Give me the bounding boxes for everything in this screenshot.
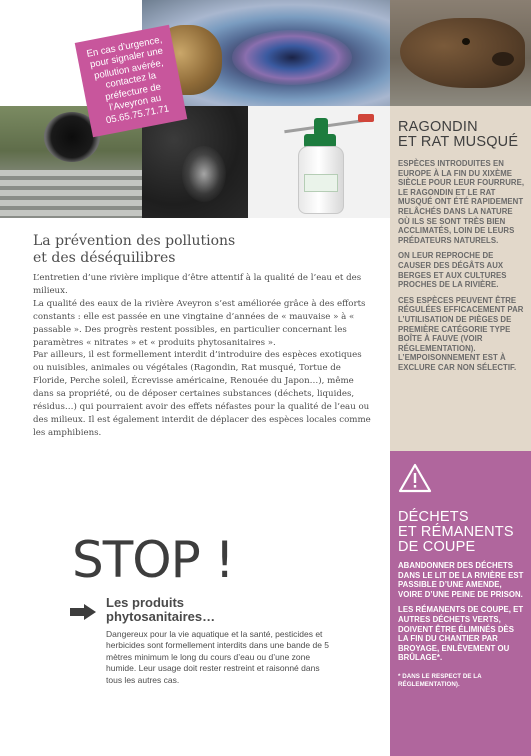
phyto-title-line2: phytosanitaires…	[106, 609, 216, 624]
stop-heading: STOP !	[72, 531, 234, 589]
sidebar-dechets	[390, 451, 531, 756]
ragondin-title	[398, 120, 528, 150]
dechets-title-line1: DÉCHETS	[398, 509, 469, 525]
arrow-right-icon	[70, 604, 96, 620]
nutria-nose	[492, 52, 514, 66]
main-paragraph-1: L’entretien d’une rivière implique d’être attentif à la qualité de l’eau et des milieux.	[33, 273, 362, 296]
dechets-paragraph-2: LES RÉMANENTS DE COUPE, ET AUTRES DÉCHETS VERTS, DOIVENT ÊTRE ÉLIMINÉS DÈS LA FIN DU CHANTIER PAR BROYAGE, ENLÈVEMENT OU BRÛLAGE*.	[398, 605, 524, 663]
phyto-title-line1: Les produits	[106, 595, 185, 610]
sidebar-ragondin	[390, 106, 531, 451]
ragondin-paragraph-2: ON LEUR REPROCHE DE CAUSER DES DÉGÂTS AUX BERGES ET AUX CULTURES PROCHES DE LA RIVIÈRE.	[398, 251, 507, 290]
concrete-steps	[0, 170, 142, 218]
sprayer-label	[304, 174, 338, 192]
dechets-title-line2: ET RÉMANENTS	[398, 524, 514, 540]
phyto-text: Dangereux pour la vie aquatique et la santé, pesticides et herbicides sont formellement interdits dans une bande de 5 mètres minimum le long du cours d’eau ou d’une zone humide. Leur usage doit rester restreint et raisonné dans tous les autres cas.	[106, 629, 330, 685]
main-heading-line2: et des déséquilibres	[33, 250, 176, 266]
ragondin-text	[398, 159, 526, 378]
dechets-title	[398, 510, 528, 555]
warning-triangle-icon	[398, 463, 432, 493]
dechets-footnote: * DANS LE RESPECT DE LA RÉGLEMENTATION).	[398, 672, 482, 688]
ragondin-title-line2: ET RAT MUSQUÉ	[398, 134, 519, 150]
ragondin-paragraph-1: ESPÈCES INTRODUITES EN EUROPE À LA FIN DU XIXÈME SIÈCLE POUR LEUR FOURRURE, LE RAGONDIN ET LE RAT MUSQUÉ ONT ÉTÉ RAPIDEMENT RELÂCHÉS DANS LA NATURE OÙ ILS SE SONT TRÈS BIEN ACCLIMATÉS, LOIN DE LEURS PRÉDATEURS NATURELS.	[398, 159, 525, 245]
ragondin-title-line1: RAGONDIN	[398, 119, 478, 135]
emergency-badge	[75, 25, 188, 138]
nutria-eye	[462, 38, 470, 45]
dechets-paragraph-1: ABANDONNER DES DÉCHETS DANS LE LIT DE LA RIVIÈRE EST PASSIBLE D’UNE AMENDE, VOIRE D’UNE PEINE DE PRISON.	[398, 561, 524, 599]
dechets-text	[398, 561, 526, 695]
main-body	[33, 272, 373, 440]
ragondin-paragraph-3: CES ESPÈCES PEUVENT ÊTRE RÉGULÉES EFFICACEMENT PAR L’UTILISATION DE PIÈGES DE PREMIÈRE CATÉGORIE TYPE BOÎTE À FAUVE (VOIR RÉGLEMENTATION). L’EMPOISONNEMENT EST À EXCLURE CAR NON SÉLECTIF.	[398, 295, 524, 372]
main-paragraph-2: La qualité des eaux de la rivière Aveyron s’est améliorée grâce à des efforts constants : elle est passée en une vingtaine d’années de « mauvaise » à « passable ». Des progrès restent possibles, en particulier concernant les paramètres « nitrates » et « produits phytosanitaires ».	[33, 298, 366, 348]
photo-nutria	[390, 0, 531, 106]
main-heading	[33, 233, 373, 267]
emergency-text: En cas d’urgence, pour signaler une pollution avérée, contactez la préfecture de l’Aveyron au 05.65.75.71.71	[85, 34, 171, 127]
photo-oil-slick	[232, 30, 352, 85]
asphalt-sheen	[182, 146, 226, 202]
main-heading-line1: La prévention des pollutions	[33, 233, 236, 249]
photo-pesticide-sprayer	[248, 106, 390, 218]
main-paragraph-3: Par ailleurs, il est formellement interdit d’introduire des espèces exotiques ou nuisibles, animales ou végétales (Ragondin, Rat musqué, Tortue de Floride, Perche soleil, Écrevisse américaine, Renouée du Japon…), même dans sa propriété, ou de déposer certaines substances (déchets, liquides, résidus…) qui pourraient avoir des effets néfastes pour la qualité de l’eau ou des milieux. Il est également interdit de déplacer des espèces locales comme les amphibiens.	[33, 350, 371, 438]
dechets-title-line3: DE COUPE	[398, 539, 476, 555]
phyto-title	[106, 596, 215, 624]
sprayer-nozzle	[358, 114, 374, 122]
